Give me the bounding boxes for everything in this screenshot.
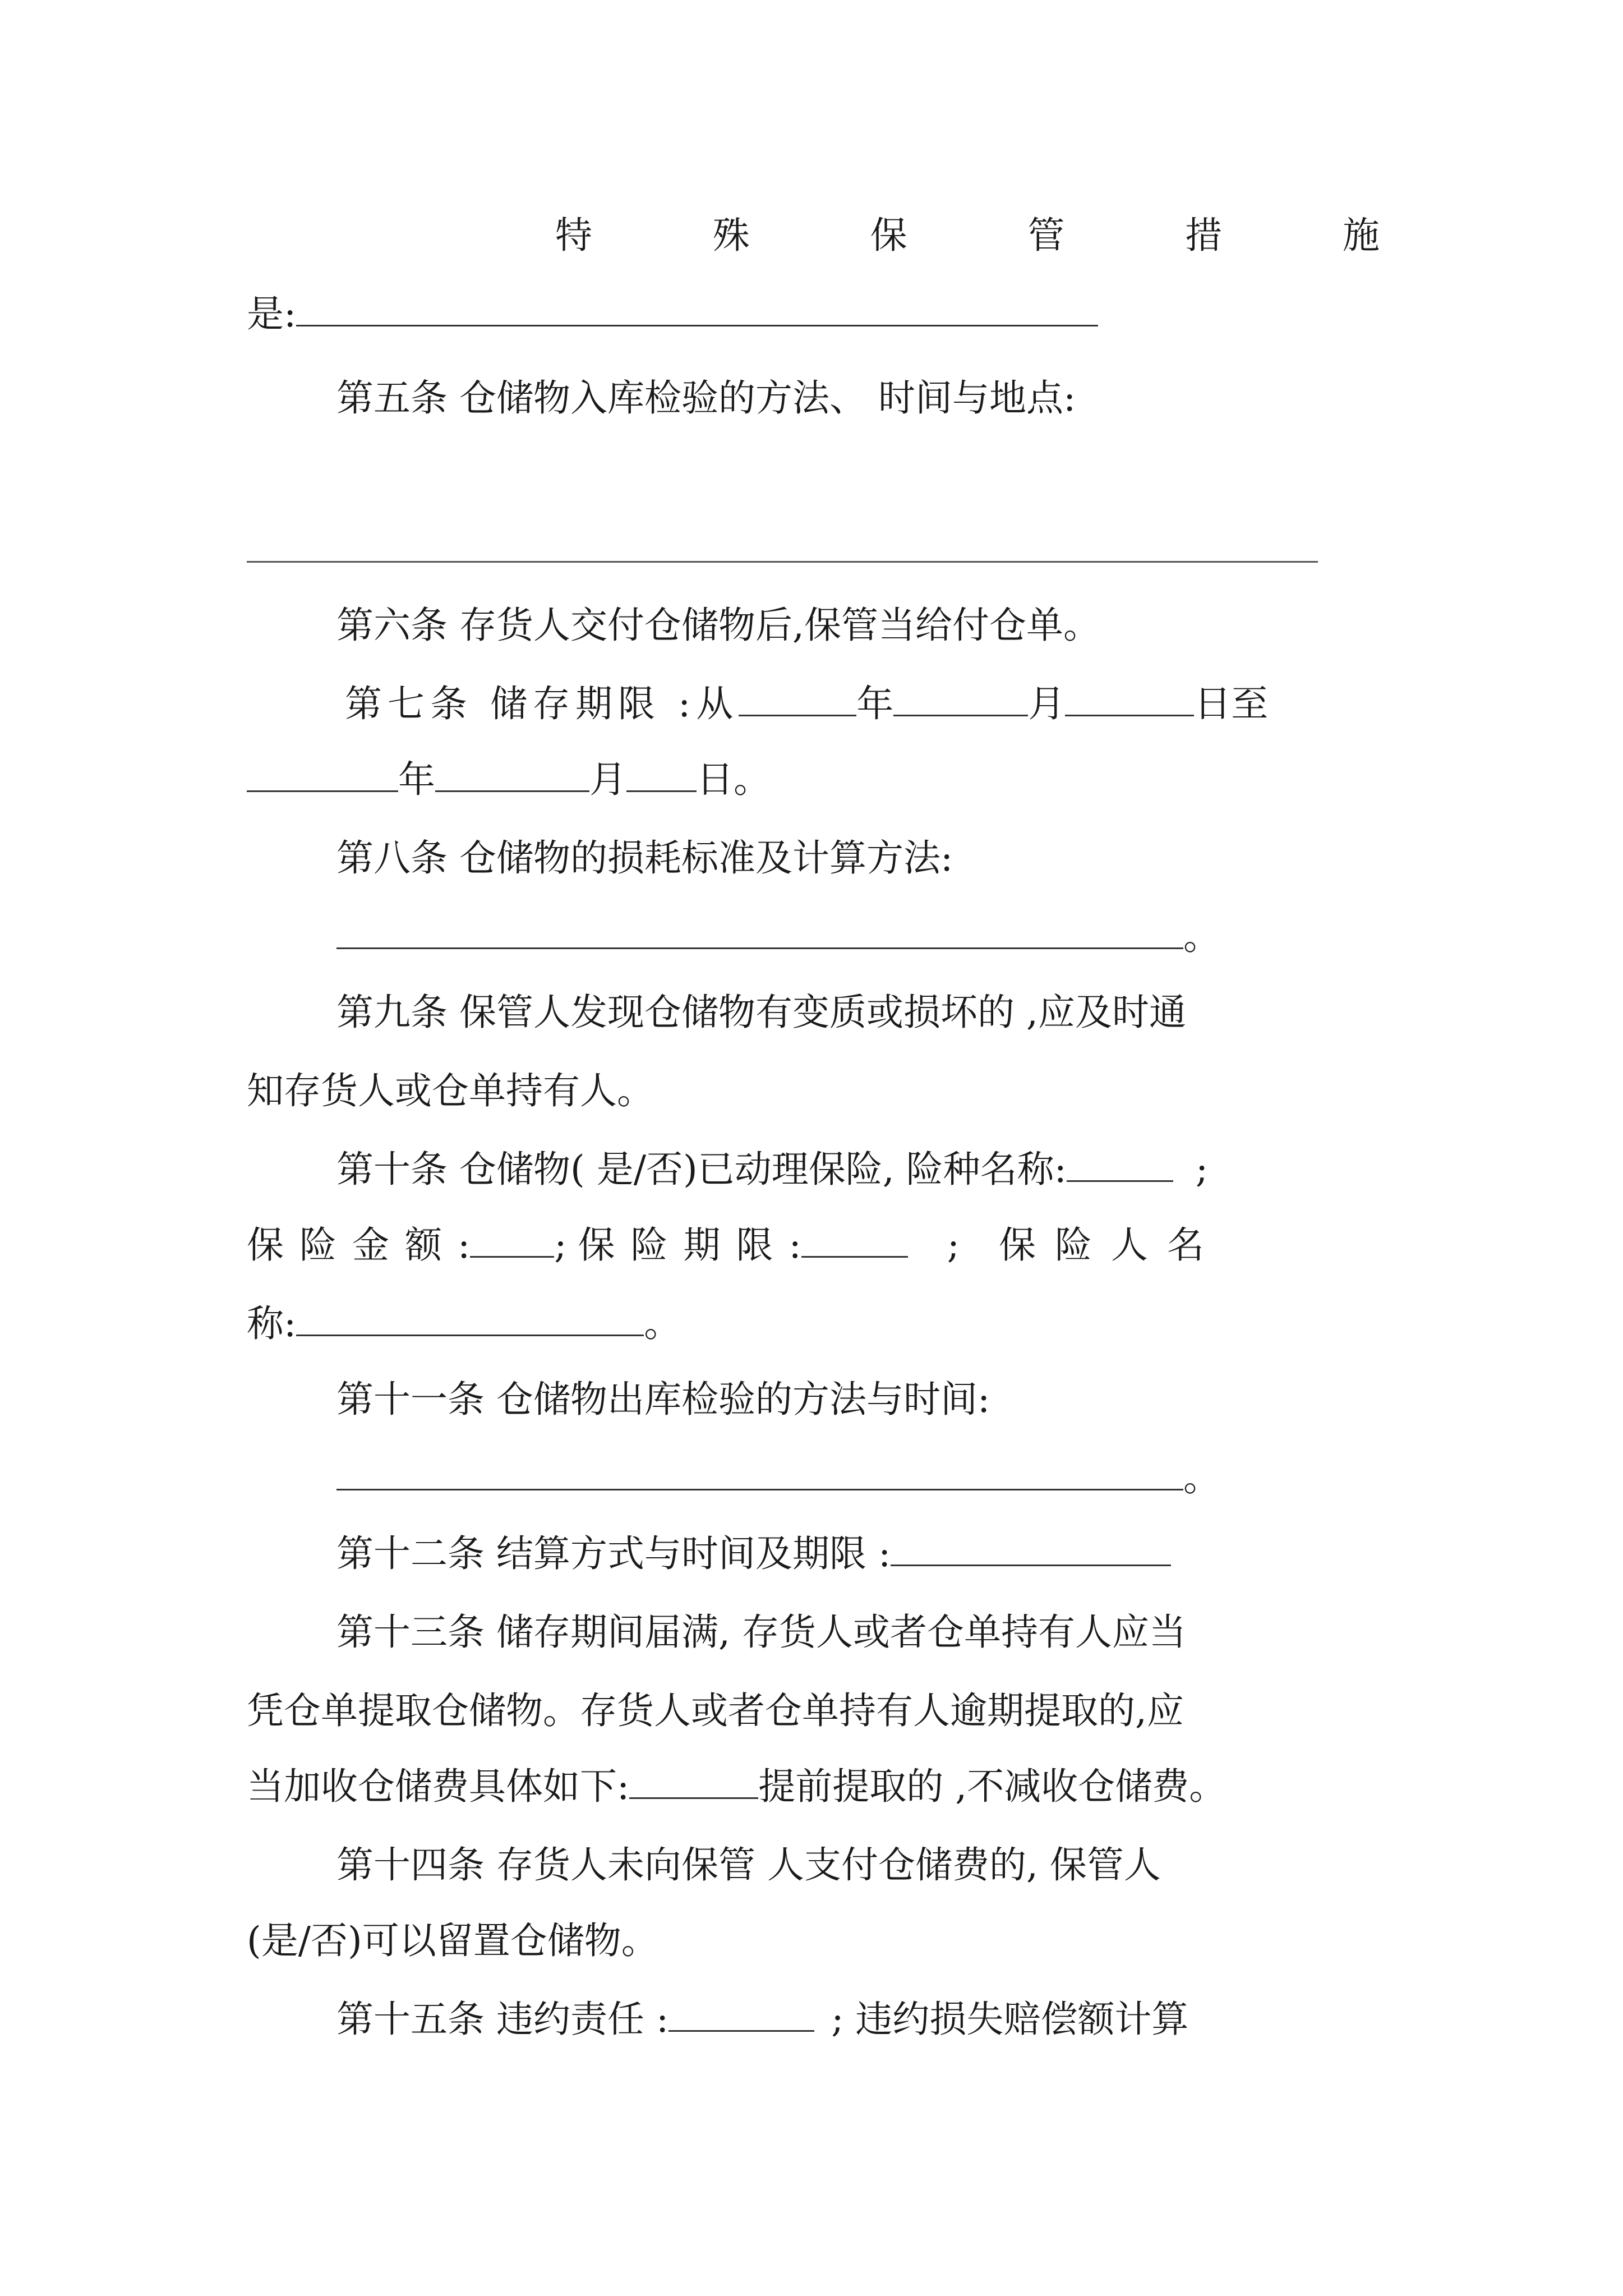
label: 年 (856, 682, 894, 725)
blank-field[interactable] (668, 1999, 814, 2032)
label: 月 (589, 758, 626, 801)
char: 保 (578, 1223, 615, 1267)
char: 保 (999, 1223, 1036, 1267)
blank-field[interactable] (801, 1225, 908, 1258)
article-5: 第五条 仓储物入库检验的方法、 时间与地点: (336, 376, 1076, 420)
label: ; (947, 1223, 960, 1267)
label: 第十五条 违约责任 : (336, 1998, 669, 2041)
char: 保 (870, 214, 907, 257)
blank-line[interactable] (247, 561, 1318, 563)
label: 提前提取的 ,不减收仓储费。 (758, 1765, 1227, 1808)
char: 险 (1055, 1223, 1092, 1267)
label: 第十二条 结算方式与时间及期限 : (336, 1532, 891, 1575)
article-9: 第九条 保管人发现仓储物有变质或损坏的 ,应及时通 (336, 991, 1186, 1034)
label: ; 违约损失赔偿额计算 (831, 1998, 1189, 2041)
char: 险 (630, 1223, 668, 1267)
article-9-cont: 知存货人或仓单持有人。 (247, 1069, 654, 1112)
article-8-blank (336, 914, 1220, 959)
blank-field[interactable] (470, 1225, 554, 1258)
char: 保 (247, 1223, 284, 1267)
period: 。 (1183, 1456, 1220, 1499)
blank-field[interactable] (336, 916, 1183, 949)
char: 险 (299, 1223, 336, 1267)
char: 期 (683, 1223, 721, 1267)
article-13-cont: 凭仓单提取仓储物。存货人或者仓单持有人逾期提取的,应 (247, 1689, 1184, 1732)
article-13: 第十三条 储存期间届满, 存货人或者仓单持有人应当 (336, 1611, 1186, 1654)
blank-field[interactable] (626, 759, 697, 792)
label: 月 (1028, 682, 1066, 725)
char: 殊 (712, 214, 750, 257)
label: 年 (398, 758, 435, 801)
blank-field[interactable] (336, 1457, 1183, 1490)
char: 限 (736, 1223, 773, 1267)
article-13-cont2 (247, 1764, 1226, 1809)
char: : (789, 1223, 801, 1267)
blank-field[interactable] (739, 683, 856, 716)
char: 名 (1167, 1223, 1204, 1267)
label: 当加收仓储费具体如下: (247, 1765, 630, 1808)
blank-field[interactable] (296, 293, 1098, 326)
article-12 (336, 1531, 1171, 1576)
article-7 (345, 682, 1268, 726)
char: 措 (1185, 214, 1223, 257)
label: 第七条 储存期限 :从 (345, 682, 739, 725)
blank-field[interactable] (435, 759, 589, 792)
article-11: 第十一条 仓储物出库检验的方法与时间: (336, 1378, 990, 1421)
blank-field[interactable] (891, 1533, 1171, 1566)
article-11-blank (336, 1456, 1220, 1501)
article-10-cont (247, 1223, 1374, 1268)
char: : (458, 1223, 471, 1267)
article-10-cont2 (247, 1301, 681, 1346)
article-14-cont: (是/否)可以留置仓储物。 (247, 1919, 658, 1962)
char: 特 (555, 214, 592, 257)
char: 管 (1027, 214, 1065, 257)
label: ; (1195, 1148, 1209, 1191)
char: 人 (1111, 1223, 1148, 1267)
char: 施 (1342, 214, 1380, 257)
blank-field[interactable] (247, 759, 398, 792)
blank-field[interactable] (893, 683, 1028, 716)
special-measures-heading (555, 213, 1380, 258)
blank-field[interactable] (1065, 683, 1194, 716)
article-15 (336, 1997, 1188, 2042)
char: 金 (352, 1223, 389, 1267)
label: 日。 (697, 758, 771, 801)
char: 额 (405, 1223, 442, 1267)
article-8: 第八条 仓储物的损耗标准及计算方法: (336, 836, 953, 880)
blank-field[interactable] (629, 1766, 758, 1799)
label: 日至 (1194, 682, 1269, 725)
label: 是: (247, 292, 297, 335)
label: 第十条 仓储物( 是/否)已动理保险, 险种名称: (336, 1148, 1067, 1191)
article-10 (336, 1147, 1208, 1192)
label: ; (554, 1223, 567, 1267)
article-6: 第六条 存货人交付仓储物后,保管当给付仓单。 (336, 604, 1100, 647)
period: 。 (1183, 915, 1220, 958)
period: 。 (644, 1302, 681, 1345)
special-measures-line (247, 292, 1098, 337)
blank-field[interactable] (1067, 1149, 1173, 1182)
article-7-cont (247, 757, 771, 802)
label: 称: (247, 1302, 297, 1345)
article-14: 第十四条 存货人未向保管 人支付仓储费的, 保管人 (336, 1843, 1161, 1887)
blank-field[interactable] (296, 1303, 644, 1336)
